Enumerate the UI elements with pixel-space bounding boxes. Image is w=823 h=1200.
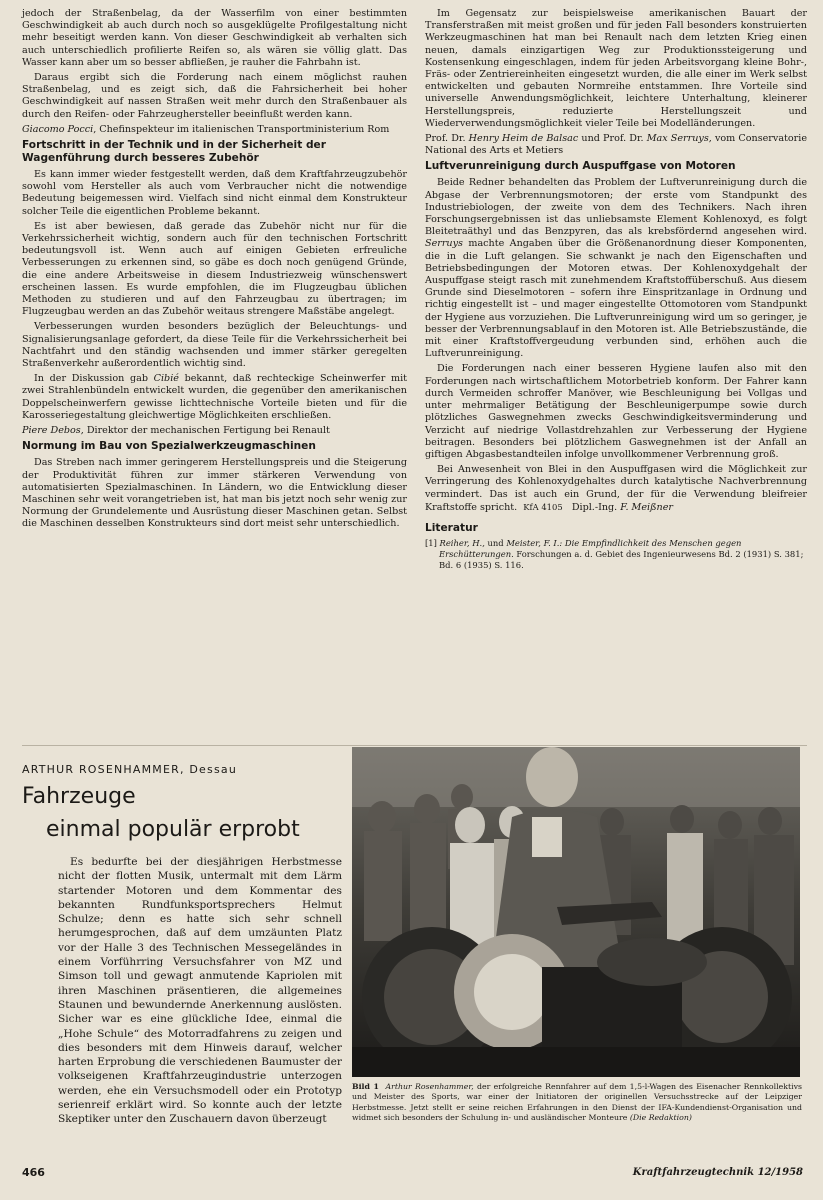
journal-footer: Kraftfahrzeugtechnik 12/1958 [632, 1167, 803, 1178]
text-run: Dipl.-Ing. [571, 501, 621, 513]
section-heading: Luftverunreinigung durch Auspuffgase von Motoren [425, 160, 736, 173]
paragraph [425, 177, 807, 360]
text-run: , vom Conservatorie National des Arts et Metiers [425, 133, 808, 157]
headline-line: Fahrzeuge [22, 784, 136, 809]
speaker-line [22, 425, 407, 437]
paragraph: Die Forderungen nach einer besseren Hygiene laufen also mit den Forderungen nach wirtschaftlichem Motorbetrieb konform. Der Fahrer kann durch Vermeiden schroffer Manöver, wie Beschleunigung bei Vollgas und unter mehrmaliger Betätigung der Beschleunigerpumpe sowie durch plötzliches Gaswegnehmen zwecks Geschwindigkeitsverminderung und Verzicht auf niedrige Vollastdrehzahlen zur Verbesserung der Hygiene beitragen. Besonders bei plötzlichem Gaswegnehmen ist der Anfall an giftigen Abgasbestandteilen infolge unvollkommener Verbrennung groß. [425, 363, 807, 460]
paragraph: Das Streben nach immer geringerem Herstellungspreis und die Steigerung der Produktivität führen zur immer stärkeren Verwendung von automatisierten Spezialmaschinen. In Ländern, wo die Entwicklung dieser Maschinen sehr weit vorangetrieben ist, hat man bis jetzt noch sehr wenig zur Normung der Grundelemente und Ausrüstung dieser Maschinen getan. Selbst die Maschinen desselben Konstrukteurs sind dort meist sehr unterschiedlich. [22, 457, 407, 530]
section-heading: Fortschritt in der Technik und in der Sicherheit der Wagenführung durch besseres Zubehör [22, 139, 326, 165]
section-heading: Normung im Bau von Spezialwerkzeugmaschinen [22, 440, 316, 453]
caption-label: Bild 1 [352, 1082, 379, 1091]
byline-name: ARTHUR ROSENHAMMER [22, 763, 180, 776]
caption-credit: (Die Redaktion) [629, 1113, 692, 1123]
headline-line: einmal populär erprobt [46, 817, 300, 842]
paragraph: jedoch der Straßenbelag, da der Wasserfilm von einer bestimmten Geschwindigkeit ab auch durch noch so ausgeklügelte Profilgestaltung nicht mehr beseitigt werden kann. Von dieser Geschwindigkeit ab verhalten sich auch unterschiedlich profilierte Reifen so, als wären sie völlig glatt. Das Wasser kann aber um so besser abfließen, je rauher die Fahrbahn ist. [22, 8, 407, 68]
photo-caption [352, 1082, 802, 1124]
speaker-line [22, 124, 407, 136]
caption-name: Arthur Rosenhammer, [385, 1082, 474, 1091]
article-body [58, 855, 342, 1127]
text-run-italic: Serruys [425, 238, 463, 250]
text-run: In der Diskussion gab [34, 373, 154, 385]
photo-illustration [352, 747, 800, 1077]
text-run: und [484, 538, 507, 549]
text-run: machte Angaben über die Größenanordnung dieser Komponenten, die in die Luft gelangen. Sie schwankt je nach den Eigenschaften und Betriebsbedingungen der Motoren etwas. Der Kohlenoxydgehalt der Auspuffgase steigt rasch mit zunehmendem Kraftstoffüberschuß. Aus diesem Grunde sind Dieselmotoren – sofern ihre Einspritzanlage in Ordnung und richtig eingestellt ist – und mager eingestellte Ottomotoren vom Standpunkt der Hygiene aus vorzuziehen. Die Luftverunreinigung wird um so geringer, je besser der Verbrennungsablauf in den Motoren ist. Alle Betriebszustände, die mit einer Kraftstoffvergeudung verbunden sind, erhöhen auch die Luftverunreinigung. [425, 238, 807, 360]
paragraph: Im Gegensatz zur beispielsweise amerikanischen Bauart der Transferstraßen mit meist großen und für jeden Fall besonders konstruierten Werkzeugmaschinen hat man bei Renault nach dem letzten Krieg einen neuen, damals einzigartigen Weg zur Produktionssteigerung und Kostensenkung eingeschlagen, indem für jeden Arbeitsvorgang kleine Bohr-, Fräs- oder Zentriereinheiten eingesetzt wurden, die alle einer im Werk selbst entwickelten und gebauten Normreihe entstammen. Ihre Vorteile sind universelle Anwendungsmöglichkeit, leichtere Unterhaltung, kleinerer Herstellungspreis, reduzierte Herstellungszeit und Wiederverwendungsmöglichkeit vieler Teile bei Modelländerungen. [425, 8, 807, 129]
article-byline [22, 763, 342, 776]
speaker-name: Piere Debos [22, 425, 81, 437]
paragraph: Es bedurfte bei der diesjährigen Herbstmesse nicht der flotten Musik, untermalt mit dem Lärm startender Motoren und dem Kommentar des bekannten Rundfunksportsprechers Helmut Schulze; denn es hatte sich sehr schnell herumgesprochen, daß auf dem umzäunten Platz vor der Halle 3 des Technischen Messegeländes in einem Vorführring Versuchsfahrer von MZ und Simson toll und gewagt anmutende Kapriolen mit ihren Maschinen präsentieren, die allgemeines Staunen und bewundernde Anerkennung auslösten. Sicher war es eine glückliche Idee, einmal die „Hohe Schule“ des Motorradfahrens zu zeigen und dies besonders mit dem Hinweis darauf, welcher harten Erprobung die verschiedenen Baumuster der volkseigenen Kraftfahrzeugindustrie unterzogen werden, ehe ein Versuchsmodell oder ein Prototyp serienreif erklärt wird. So konnte auch der letzte Skeptiker unter den Zuschauern davon überzeugt [58, 856, 342, 1126]
text-run: Prof. Dr. [425, 133, 469, 145]
text-run: Beide Redner behandelten das Problem der Luftverunreinigung durch die Abgase der Verbrennungsmotoren; der erste vom Standpunkt des Industriebiologen, der zweite von dem des Technikers. Nach ihren Forschungsergebnissen ist das unliebsamste Element Kohlenoxyd, es folgt Bleitetraäthyl und das Benzpyren, das als krebsfördernd angesehen wird. [425, 177, 807, 238]
text-run: und Prof. Dr. [578, 133, 647, 145]
photo-motorcyclist-crowd [352, 747, 800, 1077]
left-column [22, 8, 407, 534]
author-signature: F. Meißner [620, 501, 673, 513]
speaker-role: , Chefinspekteur im italienischen Transportministerium Rom [93, 123, 390, 135]
speaker-name: Henry Heim de Balsac [468, 133, 579, 145]
text-run: Bei Anwesenheit von Blei in den Auspuffgasen wird die Möglichkeit zur Verringerung des Kohlenoxydgehaltes durch katalytische Nachverbrennung vermindert. Das ist auch ein Grund, der für die Verwendung bleifreier Kraftstoffe spricht. [425, 464, 807, 513]
paragraph: Es kann immer wieder festgestellt werden, daß dem Kraftfahrzeugzubehör sowohl vom Hersteller als auch vom Verbraucher nicht die notwendige Bedeutung beigemessen wird. Vielfach sind nicht einmal dem Konstrukteur solcher Teile die eigentlichen Probleme bekannt. [22, 169, 407, 217]
paragraph [22, 373, 407, 422]
speaker-name: Max Serruys [646, 133, 709, 145]
speaker-role: , Direktor der mechanischen Fertigung bei Renault [80, 425, 330, 437]
text-run-italic: Reiher, H., [439, 538, 485, 549]
byline-place: , Dessau [179, 763, 237, 776]
paragraph: Verbesserungen wurden besonders bezüglich der Beleuchtungs- und Signalisierungsanlage gefordert, da diese Teile für die Verkehrssicherheit bei Nachtfahrt und den ständig wachsenden und immer stärker geregelten Straßenverkehr außerordentlich wichtig sind. [22, 321, 407, 370]
section-divider [22, 745, 807, 746]
text-run-italic: Cibié [153, 373, 179, 385]
text-run: Forschungen a. d. Gebiet des Ingenieurwesens Bd. 2 (1931) S. 381; Bd. 6 (1935) S. 116. [439, 549, 804, 571]
literature-item [425, 538, 807, 571]
paragraph: Daraus ergibt sich die Forderung nach einem möglichst rauhen Straßenbelag, und es zeigt sich, daß die Fahrsicherheit bei hoher Geschwindigkeit auf nassen Straßen weit mehr durch den Straßenbauer als durch den Reifen- oder Fahrzeughersteller beeinflußt werden kann. [22, 72, 407, 120]
text-run: [1] [425, 538, 440, 549]
article-headline [22, 780, 342, 846]
reference-code: KfA 4105 [523, 501, 563, 512]
right-column [425, 8, 807, 571]
paragraph: Es ist aber bewiesen, daß gerade das Zubehör nicht nur für die Verkehrssicherheit wichtig, sondern auch für den technischen Fortschritt bedeutungsvoll ist. Wenn auch auf einigen Gebieten erfreuliche Verbesserungen zu erkennen sind, so gäbe es doch noch genügend Gründe, die eine andere Arbeitsweise in diesem Industriezweig wünschenswert erscheinen lassen. Es wurde empfohlen, die im Flugzeugbau üblichen Methoden zu studieren und auf den Fahrzeugbau zu übertragen; im Flugzeugbau werden an das Zubehör weitaus strengere Maßstäbe angelegt. [22, 220, 407, 318]
text-run-italic: Meister, F. I.: Die Empfindlichkeit des Menschen gegen Erschütterungen. [439, 538, 742, 560]
caption-text: der erfolgreiche Rennfahrer auf dem 1,5-l-Wagen des Eisenacher Rennkollektivs und Meister des Sports, war einer der Initiatoren der originellen Versuchsstrecke auf der Leipziger Herbstmesse. Jetzt stellt er seine reichen Erfahrungen in den Dienst der IFA-Kundendienst-Organisation und widmet sich besonders der Schulung in- und ausländischer Monteure [352, 1082, 802, 1123]
paragraph [425, 464, 807, 514]
speaker-line [425, 133, 807, 157]
page-number: 466 [22, 1166, 45, 1179]
speaker-name: Giacomo Pocci [22, 123, 94, 135]
literature-heading: Literatur [425, 521, 478, 534]
text-run: bekannt, daß rechteckige Scheinwerfer mit zwei Strahlenbündeln entwickelt wurden, die gegenüber den amerikanischen Doppelscheinwerfern gewisse lichttechnische Vorteile bieten und für die Karosseriegestaltung gleichwertige Möglichkeiten erschließen. [22, 373, 407, 421]
